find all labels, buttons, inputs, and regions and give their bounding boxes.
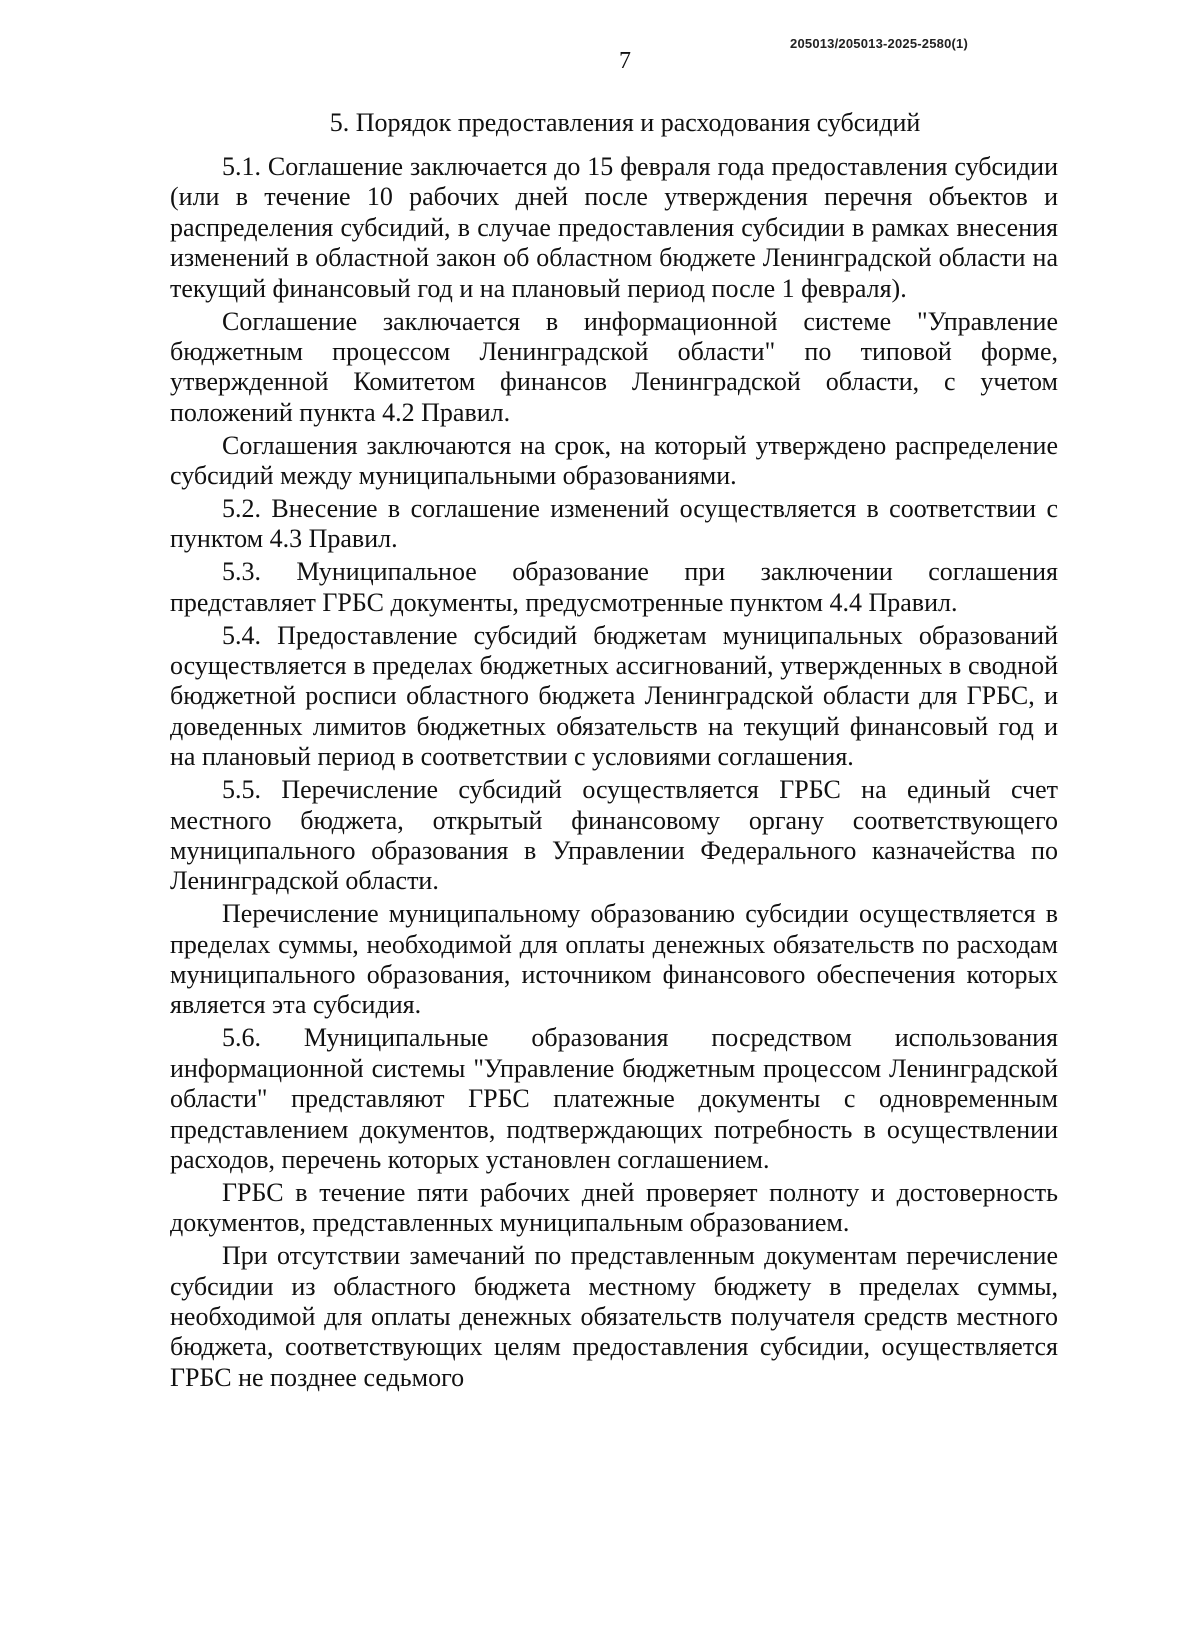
document-body bbox=[170, 108, 1058, 1393]
paragraph: 5.3. Муниципальное образование при заключении соглашения представляет ГРБС документы, предусмотренные пунктом 4.4 Правил. bbox=[170, 557, 1058, 617]
paragraph: 5.4. Предоставление субсидий бюджетам муниципальных образований осуществляется в пределах бюджетных ассигнований, утвержденных в сводной бюджетной росписи областного бюджета Ленинградской области для ГРБС, и доведенных лимитов бюджетных обязательств на текущий финансовый год и на плановый период в соответствии с условиями соглашения. bbox=[170, 620, 1058, 772]
paragraph: 5.6. Муниципальные образования посредством использования информационной системы "Управление бюджетным процессом Ленинградской области" представляют ГРБС платежные документы с одновременным представлением документов, подтверждающих потребность в осуществлении расходов, перечень которых установлен соглашением. bbox=[170, 1023, 1058, 1174]
paragraph: Соглашения заключаются на срок, на который утверждено распределение субсидий между муниципальными образованиями. bbox=[170, 430, 1058, 491]
document-id: 205013/205013-2025-2580(1) bbox=[790, 36, 968, 51]
paragraph: 5.5. Перечисление субсидий осуществляется ГРБС на единый счет местного бюджета, открытый финансовому органу соответствующего муниципального образования в Управлении Федерального казначейства по Ленинградской области. bbox=[170, 775, 1058, 896]
paragraph: 5.2. Внесение в соглашение изменений осуществляется в соответствии с пунктом 4.3 Правил. bbox=[170, 493, 1058, 554]
page-number: 7 bbox=[619, 48, 631, 74]
paragraph: ГРБС в течение пяти рабочих дней проверяет полноту и достоверность документов, представленных муниципальным образованием. bbox=[170, 1177, 1058, 1238]
paragraph: При отсутствии замечаний по представленным документам перечисление субсидии из областного бюджета местному бюджету в пределах суммы, необходимой для оплаты денежных обязательств получателя средств местного бюджета, соответствующих целям предоставления субсидии, осуществляется ГРБС не позднее седьмого bbox=[170, 1241, 1058, 1392]
paragraph: Соглашение заключается в информационной системе "Управление бюджетным процессом Ленинградской области" по типовой форме, утвержденной Комитетом финансов Ленинградской области, с учетом положений пункта 4.2 Правил. bbox=[170, 306, 1058, 427]
paragraph: 5.1. Соглашение заключается до 15 февраля года предоставления субсидии (или в течение 10 рабочих дней после утверждения перечня объектов и распределения субсидий, в случае предоставления субсидии в рамках внесения изменений в областной закон об областном бюджете Ленинградской области на текущий финансовый год и на плановый период после 1 февраля). bbox=[170, 152, 1058, 303]
section-title: 5. Порядок предоставления и расходования субсидий bbox=[329, 108, 921, 137]
paragraph: Перечисление муниципальному образованию субсидии осуществляется в пределах суммы, необходимой для оплаты денежных обязательств по расходам муниципального образования, источником финансового обеспечения которых является эта субсидия. bbox=[170, 899, 1058, 1020]
